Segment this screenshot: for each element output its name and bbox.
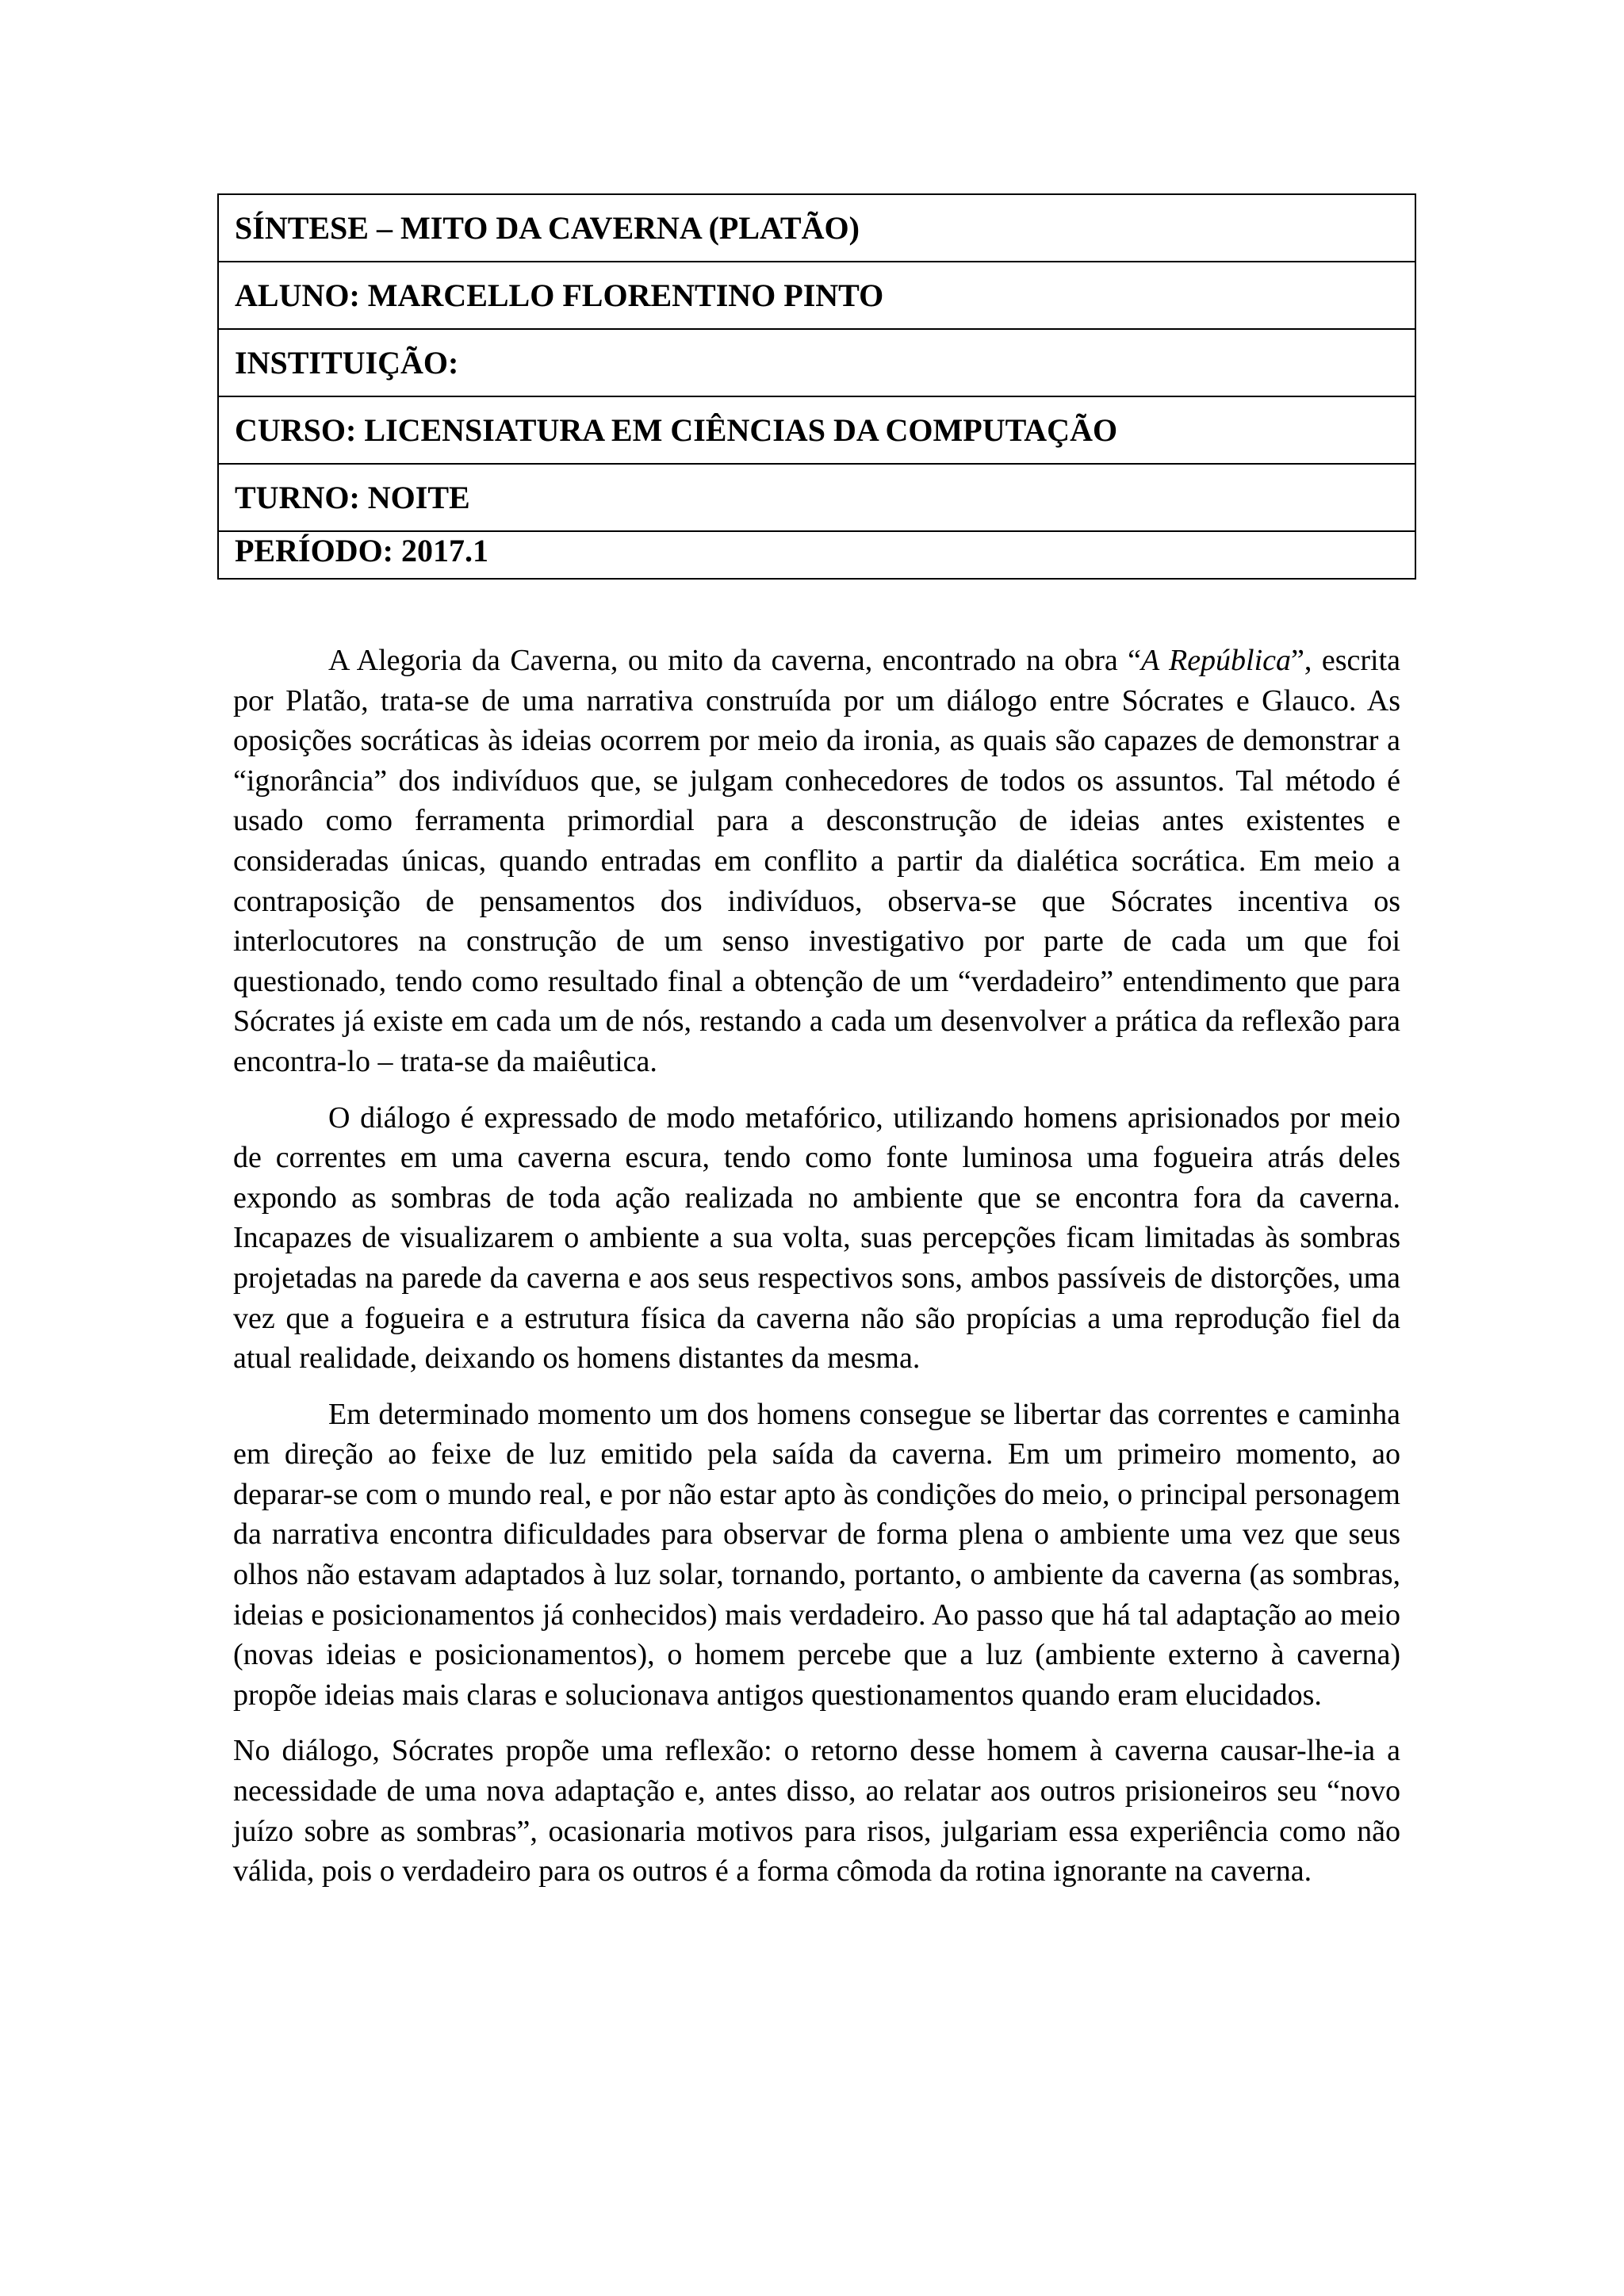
header-period-cell: PERÍODO: 2017.1 [218, 531, 1415, 579]
header-row-student [218, 262, 1415, 329]
paragraph-1-start: A Alegoria da Caverna, ou mito da caverna, encontrado na obra “ [328, 644, 1142, 677]
body-text [233, 641, 1400, 1908]
header-row-course [218, 396, 1415, 464]
paragraph-4: No diálogo, Sócrates propõe uma reflexão: o retorno desse homem à caverna causar-lhe-ia a necessidade de uma nova adaptação e, antes disso, ao relatar aos outros prisioneiros seu “novo juízo sobre as sombras”, ocasionaria motivos para risos, julgariam essa experiência como não válida, pois o verdadeiro para os outros é a forma cômoda da rotina ignorante na caverna. [233, 1734, 1400, 1888]
header-row-period [218, 531, 1415, 579]
header-course-cell: CURSO: LICENSIATURA EM CIÊNCIAS DA COMPUTAÇÃO [218, 396, 1415, 464]
header-row-title [218, 194, 1415, 262]
header-row-shift [218, 464, 1415, 531]
book-title-italic: A República [1141, 644, 1292, 677]
header-student-cell: ALUNO: MARCELLO FLORENTINO PINTO [218, 262, 1415, 329]
paragraph-3: Em determinado momento um dos homens consegue se libertar das correntes e caminha em direção ao feixe de luz emitido pela saída da caverna. Em um primeiro momento, ao deparar-se com o mundo real, e por não estar apto às condições do meio, o principal personagem da narrativa encontra dificuldades para observar de forma plena o ambiente uma vez que seus olhos não estavam adaptados à luz solar, tornando, portanto, o ambiente da caverna (as sombras, ideias e posicionamentos já conhecidos) mais verdadeiro. Ao passo que há tal adaptação ao meio (novas ideias e posicionamentos), o homem percebe que a luz (ambiente externo à caverna) propõe ideias mais claras e solucionava antigos questionamentos quando eram elucidados. [233, 1397, 1400, 1712]
paragraph-1-end: ”, escrita por Platão, trata-se de uma narrativa construída por um diálogo entre Sócrates e Glauco. As oposições socráticas às ideias ocorrem por meio da ironia, as quais são capazes de demonstrar a “ignorância” dos indivíduos que, se julgam conhecedores de todos os assuntos. Tal método é usado como ferramenta primordial para a desconstrução de ideias antes existentes e consideradas únicas, quando entradas em conflito a partir da dialética socrática. Em meio a contraposição de pensamentos dos indivíduos, observa-se que Sócrates incentiva os interlocutores na construção de um senso investigativo por parte de cada um que foi questionado, tendo como resultado final a obtenção de um “verdadeiro” entendimento que para Sócrates já existe em cada um de nós, restando a cada um desenvolver a prática da reflexão para encontra-lo – trata-se da maiêutica. [233, 644, 1400, 1078]
header-title-cell: SÍNTESE – MITO DA CAVERNA (PLATÃO) [218, 194, 1415, 262]
header-row-institution [218, 329, 1415, 396]
header-shift-cell: TURNO: NOITE [218, 464, 1415, 531]
header-table [217, 193, 1416, 580]
header-institution-cell: INSTITUIÇÃO: [218, 329, 1415, 396]
paragraph-1 [233, 641, 1400, 1082]
paragraph-2: O diálogo é expressado de modo metafórico, utilizando homens aprisionados por meio de correntes em uma caverna escura, tendo como fonte luminosa uma fogueira atrás deles expondo as sombras de toda ação realizada no ambiente que se encontra fora da caverna. Incapazes de visualizarem o ambiente a sua volta, suas percepções ficam limitadas às sombras projetadas na parede da caverna e aos seus respectivos sons, ambos passíveis de distorções, uma vez que a fogueira e a estrutura física da caverna não são propícias a uma reprodução fiel da atual realidade, deixando os homens distantes da mesma. [233, 1100, 1400, 1376]
